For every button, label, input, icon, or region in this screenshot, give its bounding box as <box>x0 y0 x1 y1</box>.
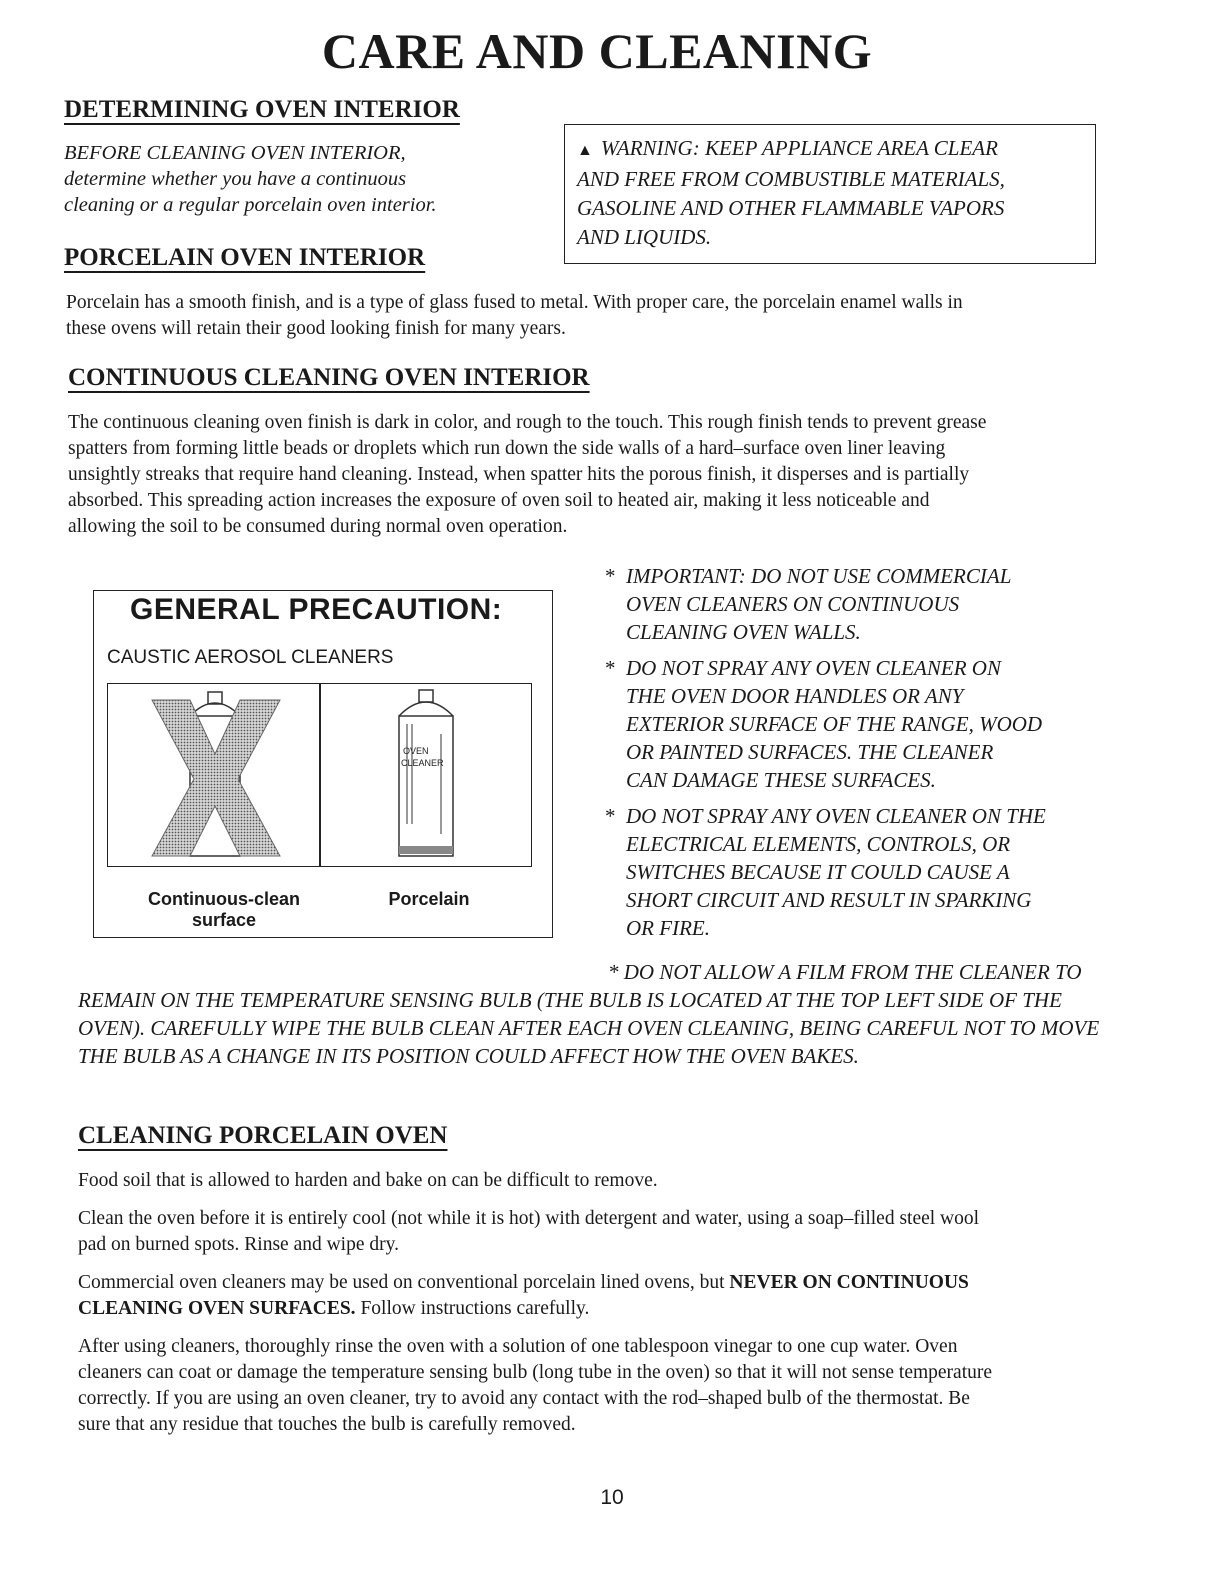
continuous-section <box>68 364 590 392</box>
porcelain-text: Porcelain has a smooth finish, and is a type of glass fused to metal. With proper care, the porcelain enamel walls in these ovens will retain their good looking finish for many years. <box>66 292 963 339</box>
continuous-heading: CONTINUOUS CLEANING OVEN INTERIOR <box>68 364 590 391</box>
continuous-text: The continuous cleaning oven finish is dark in color, and rough to the touch. This rough finish tends to prevent grease spatters from forming little beads or droplets which run down the side walls of a hard–surface oven liner leaving unsightly streaks that require hand cleaning. Instead, when spatter hits the porous finish, it disperses and is partially absorbed. This spreading action increases the exposure of oven soil to heated air, making it less noticeable and allowing the soil to be consumed during normal oven operation. <box>68 412 987 537</box>
cleaning-paragraph: Food soil that is allowed to harden and bake on can be difficult to remove. <box>78 1170 658 1191</box>
precaution-illustration <box>107 683 532 867</box>
cleaning-text <box>78 1168 1148 1438</box>
general-precaution-box <box>93 590 553 938</box>
precaution-title: GENERAL PRECAUTION: <box>130 593 503 626</box>
warning-icon: ▲ <box>577 142 593 159</box>
crossed-out-aerosol-can-icon <box>108 684 319 865</box>
caption-continuous-clean: Continuous-clean surface <box>148 889 300 930</box>
can-label-cleaner: CLEANER <box>401 758 444 768</box>
can-label-oven: OVEN <box>403 746 429 756</box>
temperature-bulb-warning: * DO NOT ALLOW A FILM FROM THE CLEANER TO REMAIN ON THE TEMPERATURE SENSING BULB (THE BULB IS LOCATED AT THE TOP LEFT SIDE OF THE OVEN). CAREFULLY WIPE THE BULB CLEAN AFTER EACH OVEN CLEANING, BEING CAREFUL NOT TO MOVE THE BULB AS A CHANGE IN ITS POSITION COULD AFFECT HOW THE OVEN BAKES. <box>78 960 1100 1068</box>
cleaning-heading: CLEANING PORCELAIN OVEN <box>78 1122 448 1149</box>
cleaning-paragraph: Clean the oven before it is entirely cool (not while it is hot) with detergent and water, using a soap–filled steel wool pad on burned spots. Rinse and wipe dry. <box>78 1208 980 1255</box>
caption-porcelain: Porcelain <box>388 889 470 909</box>
page-title: CARE AND CLEANING <box>321 23 873 79</box>
cleaning-paragraph: Commercial oven cleaners may be used on conventional porcelain lined ovens, but NEVER ON CONTINUOUS CLEANING OVEN SURFACES. Follow instructions carefully. <box>78 1272 969 1319</box>
porcelain-heading: PORCELAIN OVEN INTERIOR <box>64 244 426 271</box>
oven-cleaner-can-icon <box>321 684 532 865</box>
determining-heading: DETERMINING OVEN INTERIOR <box>64 96 460 123</box>
precaution-subtitle: CAUSTIC AEROSOL CLEANERS <box>107 647 394 668</box>
determining-text: BEFORE CLEANING OVEN INTERIOR, determine whether you have a continuous cleaning or a regular porcelain oven interior. <box>64 142 437 216</box>
warning-box: ▲ WARNING: KEEP APPLIANCE AREA CLEAR AND FREE FROM COMBUSTIBLE MATERIALS, GASOLINE AND OTHER FLAMMABLE VAPORS AND LIQUIDS. <box>564 124 1096 264</box>
bullet-item: * IMPORTANT: DO NOT USE COMMERCIAL OVEN CLEANERS ON CONTINUOUS CLEANING OVEN WALLS. <box>604 564 1012 644</box>
cleaning-paragraph: After using cleaners, thoroughly rinse the oven with a solution of one tablespoon vinegar to one cup water. Oven cleaners can coat or damage the temperature sensing bulb (long tube in the oven) so that it will not sense temperature correctly. If you are using an oven cleaner, try to avoid any contact with the rod–shaped bulb of the thermostat. Be sure that any residue that touches the bulb is carefully removed. <box>78 1336 993 1435</box>
important-bullets <box>604 562 1124 950</box>
cleaning-section <box>78 1122 447 1150</box>
determining-section <box>64 96 460 218</box>
bullet-item: * DO NOT SPRAY ANY OVEN CLEANER ON THE ELECTRICAL ELEMENTS, CONTROLS, OR SWITCHES BECAUSE IT COULD CAUSE A SHORT CIRCUIT AND RESULT IN SPARKING OR FIRE. <box>604 804 1046 940</box>
page-number: 10 <box>600 1486 624 1509</box>
porcelain-section <box>64 244 425 272</box>
bullet-item: * DO NOT SPRAY ANY OVEN CLEANER ON THE OVEN DOOR HANDLES OR ANY EXTERIOR SURFACE OF THE RANGE, WOOD OR PAINTED SURFACES. THE CLEANER CAN DAMAGE THESE SURFACES. <box>604 656 1043 792</box>
